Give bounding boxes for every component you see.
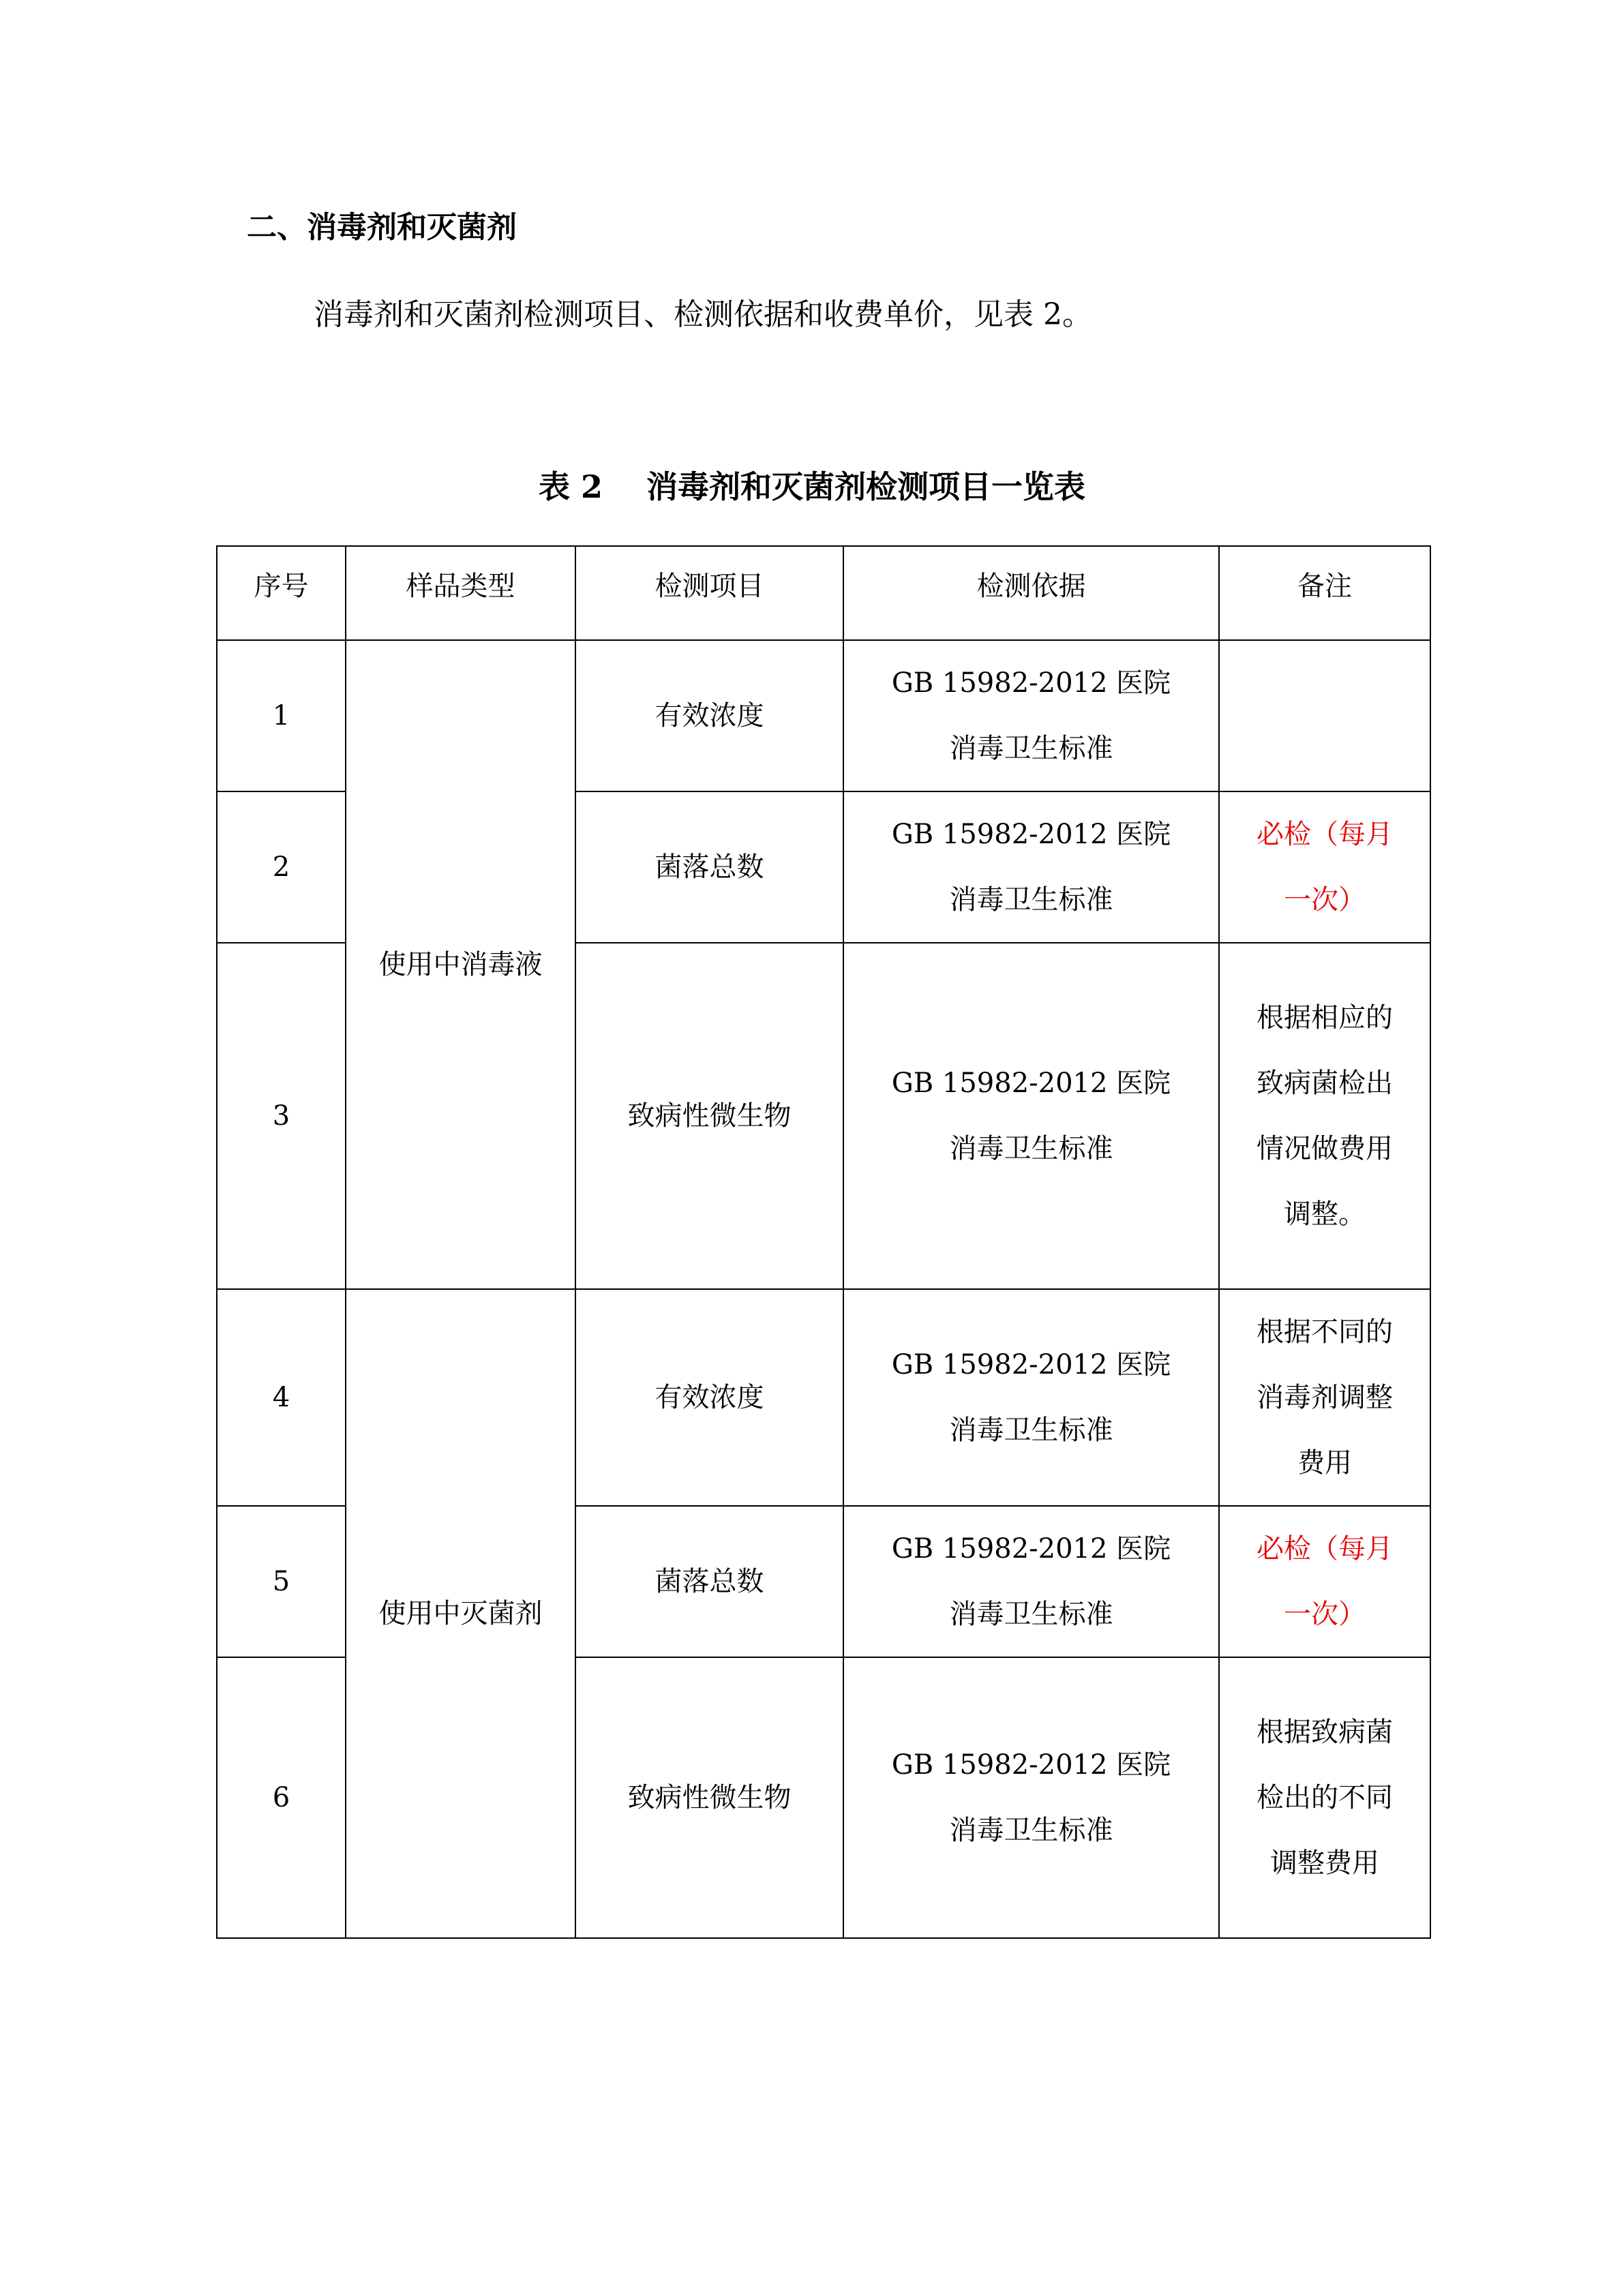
cell-basis	[843, 943, 1219, 1289]
basis-line: 消毒卫生标准	[949, 1815, 1113, 1846]
table-row	[217, 1289, 1430, 1506]
basis-line: GB 15982-2012 医院	[891, 1068, 1171, 1099]
remark-text: 根据相应的致病菌检出情况做费用调整。	[1257, 1002, 1393, 1230]
table-header-row	[217, 546, 1430, 640]
cell-basis	[843, 1506, 1219, 1657]
table-row	[217, 640, 1430, 791]
cell-remark	[1219, 791, 1430, 943]
section-intro: 消毒剂和灭菌剂检测项目、检测依据和收费单价，见表 2。	[314, 297, 1092, 332]
cell-no: 4	[217, 1289, 346, 1506]
cell-sample-type: 使用中灭菌剂	[346, 1289, 575, 1938]
remark-text: 必检（每月一次）	[1257, 819, 1393, 916]
cell-remark	[1219, 640, 1430, 791]
cell-remark	[1219, 943, 1430, 1289]
cell-sample-type: 使用中消毒液	[346, 640, 575, 1289]
header-basis: 检测依据	[843, 546, 1219, 640]
cell-basis	[843, 1657, 1219, 1938]
table-caption: 表 2 消毒剂和灭菌剂检测项目一览表	[538, 468, 1086, 505]
header-remark: 备注	[1219, 546, 1430, 640]
basis-line: 消毒卫生标准	[949, 1599, 1113, 1630]
basis-line: 消毒卫生标准	[949, 1133, 1113, 1164]
remark-text: 必检（每月一次）	[1257, 1533, 1393, 1630]
basis-line: GB 15982-2012 医院	[891, 1749, 1171, 1781]
cell-item: 菌落总数	[575, 1506, 843, 1657]
basis-line: GB 15982-2012 医院	[891, 1533, 1171, 1565]
basis-line: GB 15982-2012 医院	[891, 819, 1171, 850]
cell-item: 致病性微生物	[575, 1657, 843, 1938]
cell-item: 有效浓度	[575, 1289, 843, 1506]
basis-line: 消毒卫生标准	[949, 884, 1113, 916]
remark-text: 根据不同的消毒剂调整费用	[1257, 1316, 1393, 1479]
cell-remark	[1219, 1289, 1430, 1506]
section-heading: 二、消毒剂和灭菌剂	[247, 210, 517, 245]
header-no: 序号	[217, 546, 346, 640]
cell-basis	[843, 791, 1219, 943]
header-item: 检测项目	[575, 546, 843, 640]
cell-no: 6	[217, 1657, 346, 1938]
cell-item: 有效浓度	[575, 640, 843, 791]
cell-basis	[843, 640, 1219, 791]
cell-item: 菌落总数	[575, 791, 843, 943]
cell-no: 3	[217, 943, 346, 1289]
cell-remark	[1219, 1657, 1430, 1938]
cell-no: 2	[217, 791, 346, 943]
remark-text: 根据致病菌检出的不同调整费用	[1257, 1717, 1393, 1879]
cell-no: 5	[217, 1506, 346, 1657]
basis-line: GB 15982-2012 医院	[891, 1349, 1171, 1380]
cell-no: 1	[217, 640, 346, 791]
inspection-items-table	[216, 545, 1431, 1939]
basis-line: 消毒卫生标准	[949, 1415, 1113, 1446]
basis-line: 消毒卫生标准	[949, 733, 1113, 764]
cell-item: 致病性微生物	[575, 943, 843, 1289]
basis-line: GB 15982-2012 医院	[891, 667, 1171, 699]
header-sample-type: 样品类型	[346, 546, 575, 640]
cell-basis	[843, 1289, 1219, 1506]
cell-remark	[1219, 1506, 1430, 1657]
